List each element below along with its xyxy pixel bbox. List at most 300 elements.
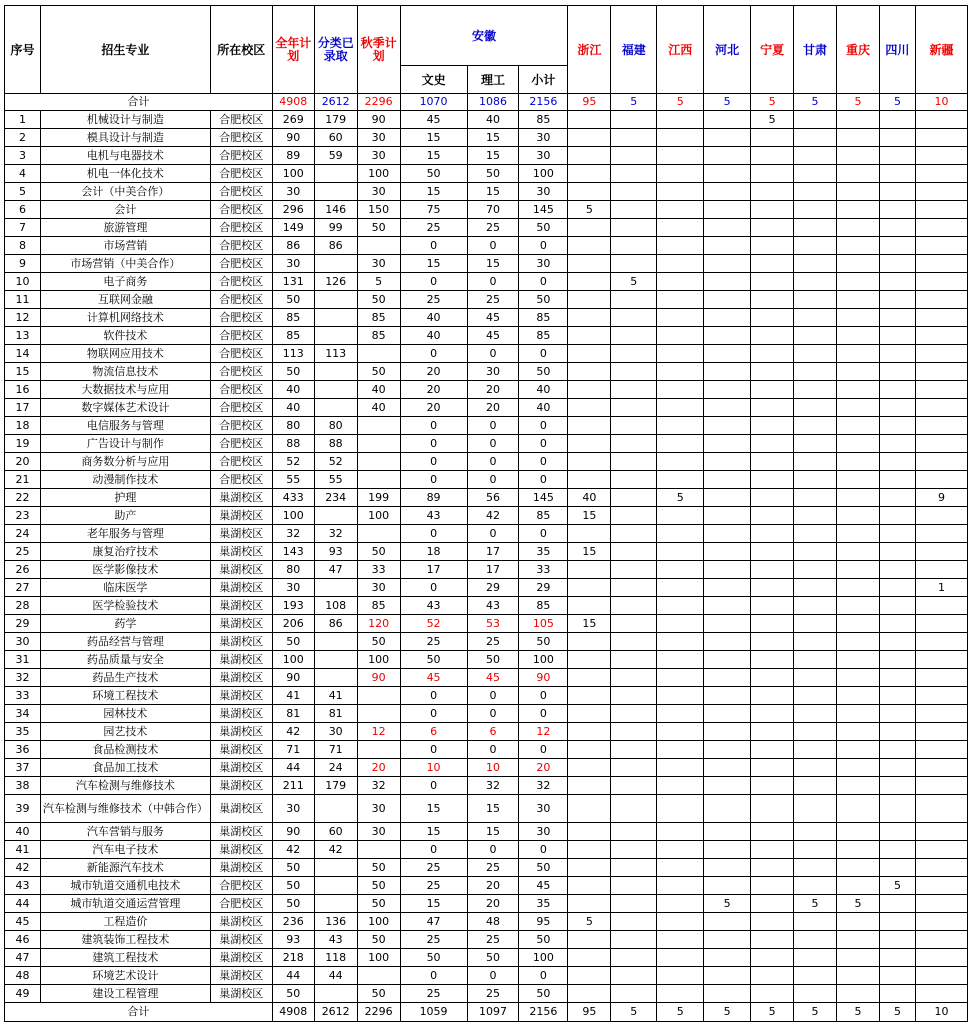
anhui-subtotal-cell: 50	[519, 363, 568, 381]
anhui-subtotal-cell: 0	[519, 687, 568, 705]
seq-cell: 35	[5, 723, 41, 741]
campus-cell: 巢湖校区	[210, 687, 272, 705]
chongqing-cell	[837, 489, 880, 507]
table-row	[5, 453, 968, 471]
ningxia-cell	[751, 795, 794, 823]
classified-cell: 80	[314, 417, 357, 435]
total-cell: 2612	[314, 1003, 357, 1022]
xinjiang-cell	[915, 435, 967, 453]
jiangxi-cell	[657, 723, 704, 741]
seq-cell: 17	[5, 399, 41, 417]
classified-cell: 42	[314, 841, 357, 859]
xinjiang-cell	[915, 183, 967, 201]
annual-cell: 50	[272, 895, 314, 913]
hebei-cell	[704, 201, 751, 219]
seq-cell: 21	[5, 471, 41, 489]
ningxia-cell: 5	[751, 111, 794, 129]
chongqing-cell	[837, 687, 880, 705]
annual-cell: 100	[272, 651, 314, 669]
seq-cell: 7	[5, 219, 41, 237]
campus-cell: 巢湖校区	[210, 741, 272, 759]
xinjiang-cell	[915, 687, 967, 705]
ningxia-cell	[751, 147, 794, 165]
campus-cell: 巢湖校区	[210, 489, 272, 507]
anhui-science-cell: 45	[467, 327, 519, 345]
header-autumn-plan: 秋季计划	[357, 6, 400, 94]
anhui-subtotal-cell: 12	[519, 723, 568, 741]
ningxia-cell	[751, 705, 794, 723]
autumn-cell	[357, 345, 400, 363]
autumn-cell: 50	[357, 633, 400, 651]
anhui-arts-cell: 40	[400, 327, 467, 345]
hebei-cell	[704, 823, 751, 841]
major-cell: 会计	[40, 201, 210, 219]
gansu-cell	[794, 579, 837, 597]
zhejiang-cell	[568, 597, 611, 615]
table-row	[5, 795, 968, 823]
anhui-subtotal-cell: 33	[519, 561, 568, 579]
header-province-jiangxi: 江西	[657, 6, 704, 94]
seq-cell: 12	[5, 309, 41, 327]
sichuan-cell	[879, 255, 915, 273]
chongqing-cell	[837, 633, 880, 651]
classified-cell: 81	[314, 705, 357, 723]
hebei-cell	[704, 615, 751, 633]
table-row	[5, 741, 968, 759]
xinjiang-cell	[915, 291, 967, 309]
major-cell: 老年服务与管理	[40, 525, 210, 543]
annual-cell: 269	[272, 111, 314, 129]
sichuan-cell	[879, 435, 915, 453]
fujian-cell	[611, 913, 657, 931]
sichuan-cell	[879, 795, 915, 823]
chongqing-cell	[837, 111, 880, 129]
ningxia-cell	[751, 435, 794, 453]
hebei-cell	[704, 273, 751, 291]
campus-cell: 巢湖校区	[210, 823, 272, 841]
annual-cell: 131	[272, 273, 314, 291]
sichuan-cell	[879, 183, 915, 201]
sichuan-cell	[879, 913, 915, 931]
chongqing-cell	[837, 579, 880, 597]
campus-cell: 合肥校区	[210, 165, 272, 183]
annual-cell: 50	[272, 291, 314, 309]
anhui-arts-cell: 6	[400, 723, 467, 741]
major-cell: 会计（中美合作）	[40, 183, 210, 201]
anhui-arts-cell: 0	[400, 453, 467, 471]
hebei-cell	[704, 723, 751, 741]
anhui-science-cell: 48	[467, 913, 519, 931]
ningxia-cell	[751, 651, 794, 669]
autumn-cell: 32	[357, 777, 400, 795]
anhui-arts-cell: 0	[400, 705, 467, 723]
sichuan-cell	[879, 147, 915, 165]
anhui-science-cell: 15	[467, 183, 519, 201]
gansu-cell	[794, 967, 837, 985]
classified-cell: 179	[314, 777, 357, 795]
major-cell: 计算机网络技术	[40, 309, 210, 327]
annual-cell: 30	[272, 579, 314, 597]
ningxia-cell	[751, 255, 794, 273]
gansu-cell	[794, 489, 837, 507]
ningxia-cell	[751, 823, 794, 841]
hebei-cell	[704, 949, 751, 967]
major-cell: 园艺技术	[40, 723, 210, 741]
seq-cell: 1	[5, 111, 41, 129]
major-cell: 电机与电器技术	[40, 147, 210, 165]
jiangxi-cell	[657, 913, 704, 931]
anhui-science-cell: 0	[467, 841, 519, 859]
autumn-cell: 50	[357, 895, 400, 913]
anhui-subtotal-cell: 0	[519, 967, 568, 985]
sichuan-cell	[879, 579, 915, 597]
zhejiang-cell	[568, 147, 611, 165]
table-row	[5, 895, 968, 913]
major-cell: 药学	[40, 615, 210, 633]
jiangxi-cell	[657, 967, 704, 985]
seq-cell: 42	[5, 859, 41, 877]
fujian-cell	[611, 453, 657, 471]
anhui-arts-cell: 18	[400, 543, 467, 561]
campus-cell: 合肥校区	[210, 417, 272, 435]
major-cell: 模具设计与制造	[40, 129, 210, 147]
table-row	[5, 687, 968, 705]
gansu-cell	[794, 859, 837, 877]
gansu-cell	[794, 237, 837, 255]
sichuan-cell	[879, 823, 915, 841]
anhui-arts-cell: 0	[400, 273, 467, 291]
fujian-cell	[611, 345, 657, 363]
autumn-cell: 100	[357, 165, 400, 183]
anhui-subtotal-cell: 85	[519, 111, 568, 129]
seq-cell: 49	[5, 985, 41, 1003]
anhui-subtotal-cell: 40	[519, 399, 568, 417]
table-row	[5, 489, 968, 507]
total-cell: 2612	[314, 94, 357, 111]
anhui-arts-cell: 0	[400, 525, 467, 543]
campus-cell: 合肥校区	[210, 345, 272, 363]
chongqing-cell	[837, 435, 880, 453]
fujian-cell	[611, 931, 657, 949]
ningxia-cell	[751, 723, 794, 741]
ningxia-cell	[751, 399, 794, 417]
xinjiang-cell	[915, 507, 967, 525]
seq-cell: 3	[5, 147, 41, 165]
ningxia-cell	[751, 201, 794, 219]
anhui-subtotal-cell: 0	[519, 453, 568, 471]
fujian-cell	[611, 183, 657, 201]
chongqing-cell	[837, 291, 880, 309]
total-cell: 5	[794, 1003, 837, 1022]
seq-cell: 31	[5, 651, 41, 669]
hebei-cell	[704, 471, 751, 489]
total-cell: 4908	[272, 1003, 314, 1022]
sichuan-cell	[879, 949, 915, 967]
sichuan-cell	[879, 651, 915, 669]
fujian-cell	[611, 507, 657, 525]
zhejiang-cell	[568, 417, 611, 435]
autumn-cell: 30	[357, 147, 400, 165]
campus-cell: 合肥校区	[210, 111, 272, 129]
total-cell: 5	[611, 94, 657, 111]
hebei-cell	[704, 741, 751, 759]
anhui-science-cell: 20	[467, 895, 519, 913]
classified-cell	[314, 165, 357, 183]
campus-cell: 合肥校区	[210, 291, 272, 309]
campus-cell: 巢湖校区	[210, 949, 272, 967]
seq-cell: 11	[5, 291, 41, 309]
classified-cell	[314, 399, 357, 417]
seq-cell: 23	[5, 507, 41, 525]
gansu-cell	[794, 255, 837, 273]
sichuan-cell	[879, 345, 915, 363]
anhui-arts-cell: 0	[400, 741, 467, 759]
autumn-cell: 12	[357, 723, 400, 741]
autumn-cell: 40	[357, 399, 400, 417]
chongqing-cell	[837, 913, 880, 931]
annual-cell: 55	[272, 471, 314, 489]
total-cell: 5	[704, 94, 751, 111]
annual-cell: 42	[272, 841, 314, 859]
xinjiang-cell	[915, 615, 967, 633]
annual-cell: 50	[272, 633, 314, 651]
annual-cell: 52	[272, 453, 314, 471]
autumn-cell: 40	[357, 381, 400, 399]
chongqing-cell	[837, 255, 880, 273]
gansu-cell	[794, 777, 837, 795]
sichuan-cell	[879, 165, 915, 183]
zhejiang-cell: 5	[568, 201, 611, 219]
seq-cell: 24	[5, 525, 41, 543]
classified-cell: 88	[314, 435, 357, 453]
fujian-cell	[611, 579, 657, 597]
campus-cell: 合肥校区	[210, 129, 272, 147]
major-cell: 护理	[40, 489, 210, 507]
hebei-cell	[704, 309, 751, 327]
hebei-cell	[704, 561, 751, 579]
sichuan-cell: 5	[879, 877, 915, 895]
anhui-science-cell: 56	[467, 489, 519, 507]
xinjiang-cell	[915, 165, 967, 183]
autumn-cell: 20	[357, 759, 400, 777]
classified-cell	[314, 985, 357, 1003]
fujian-cell	[611, 327, 657, 345]
autumn-cell: 50	[357, 543, 400, 561]
annual-cell: 296	[272, 201, 314, 219]
header-province-hebei: 河北	[704, 6, 751, 94]
classified-cell: 126	[314, 273, 357, 291]
table-row	[5, 111, 968, 129]
gansu-cell	[794, 597, 837, 615]
autumn-cell: 50	[357, 859, 400, 877]
anhui-arts-cell: 0	[400, 841, 467, 859]
classified-cell	[314, 309, 357, 327]
hebei-cell	[704, 345, 751, 363]
classified-cell	[314, 381, 357, 399]
hebei-cell	[704, 435, 751, 453]
xinjiang-cell	[915, 795, 967, 823]
sichuan-cell	[879, 399, 915, 417]
anhui-science-cell: 0	[467, 705, 519, 723]
anhui-subtotal-cell: 105	[519, 615, 568, 633]
zhejiang-cell	[568, 327, 611, 345]
hebei-cell	[704, 525, 751, 543]
sichuan-cell	[879, 543, 915, 561]
anhui-subtotal-cell: 95	[519, 913, 568, 931]
classified-cell: 47	[314, 561, 357, 579]
zhejiang-cell	[568, 823, 611, 841]
ningxia-cell	[751, 327, 794, 345]
xinjiang-cell	[915, 219, 967, 237]
zhejiang-cell	[568, 651, 611, 669]
chongqing-cell	[837, 327, 880, 345]
seq-cell: 16	[5, 381, 41, 399]
anhui-subtotal-cell: 0	[519, 471, 568, 489]
anhui-science-cell: 15	[467, 823, 519, 841]
xinjiang-cell	[915, 985, 967, 1003]
chongqing-cell	[837, 823, 880, 841]
sichuan-cell	[879, 859, 915, 877]
annual-cell: 80	[272, 417, 314, 435]
ningxia-cell	[751, 381, 794, 399]
xinjiang-cell	[915, 759, 967, 777]
xinjiang-cell	[915, 417, 967, 435]
table-row	[5, 399, 968, 417]
autumn-cell: 90	[357, 669, 400, 687]
anhui-subtotal-cell: 100	[519, 651, 568, 669]
jiangxi-cell	[657, 237, 704, 255]
xinjiang-cell	[915, 147, 967, 165]
anhui-subtotal-cell: 32	[519, 777, 568, 795]
chongqing-cell	[837, 561, 880, 579]
major-cell: 食品加工技术	[40, 759, 210, 777]
fujian-cell	[611, 543, 657, 561]
annual-cell: 30	[272, 183, 314, 201]
table-row	[5, 273, 968, 291]
campus-cell: 合肥校区	[210, 147, 272, 165]
fujian-cell	[611, 435, 657, 453]
anhui-subtotal-cell: 85	[519, 327, 568, 345]
chongqing-cell	[837, 147, 880, 165]
zhejiang-cell	[568, 777, 611, 795]
ningxia-cell	[751, 561, 794, 579]
anhui-arts-cell: 43	[400, 507, 467, 525]
sichuan-cell	[879, 705, 915, 723]
jiangxi-cell	[657, 877, 704, 895]
zhejiang-cell	[568, 237, 611, 255]
major-cell: 机电一体化技术	[40, 165, 210, 183]
autumn-cell	[357, 417, 400, 435]
jiangxi-cell	[657, 273, 704, 291]
autumn-cell: 30	[357, 129, 400, 147]
xinjiang-cell	[915, 273, 967, 291]
zhejiang-cell	[568, 345, 611, 363]
jiangxi-cell	[657, 435, 704, 453]
anhui-arts-cell: 50	[400, 949, 467, 967]
classified-cell: 99	[314, 219, 357, 237]
campus-cell: 合肥校区	[210, 381, 272, 399]
gansu-cell	[794, 309, 837, 327]
anhui-subtotal-cell: 30	[519, 183, 568, 201]
annual-cell: 32	[272, 525, 314, 543]
campus-cell: 合肥校区	[210, 435, 272, 453]
jiangxi-cell	[657, 651, 704, 669]
anhui-science-cell: 25	[467, 859, 519, 877]
anhui-subtotal-cell: 0	[519, 273, 568, 291]
table-row	[5, 579, 968, 597]
table-row	[5, 967, 968, 985]
table-row	[5, 147, 968, 165]
anhui-arts-cell: 20	[400, 381, 467, 399]
anhui-science-cell: 50	[467, 651, 519, 669]
jiangxi-cell	[657, 471, 704, 489]
seq-cell: 29	[5, 615, 41, 633]
zhejiang-cell	[568, 705, 611, 723]
zhejiang-cell: 15	[568, 507, 611, 525]
classified-cell: 44	[314, 967, 357, 985]
jiangxi-cell	[657, 363, 704, 381]
gansu-cell	[794, 273, 837, 291]
anhui-subtotal-cell: 100	[519, 949, 568, 967]
major-cell: 药品生产技术	[40, 669, 210, 687]
major-cell: 物联网应用技术	[40, 345, 210, 363]
fujian-cell	[611, 741, 657, 759]
jiangxi-cell	[657, 219, 704, 237]
chongqing-cell	[837, 363, 880, 381]
fujian-cell	[611, 201, 657, 219]
header-anhui: 安徽	[400, 6, 568, 66]
campus-cell: 巢湖校区	[210, 985, 272, 1003]
jiangxi-cell	[657, 399, 704, 417]
anhui-arts-cell: 17	[400, 561, 467, 579]
hebei-cell	[704, 841, 751, 859]
xinjiang-cell	[915, 777, 967, 795]
classified-cell	[314, 859, 357, 877]
seq-cell: 2	[5, 129, 41, 147]
autumn-cell: 33	[357, 561, 400, 579]
ningxia-cell	[751, 471, 794, 489]
anhui-science-cell: 0	[467, 967, 519, 985]
gansu-cell	[794, 435, 837, 453]
annual-cell: 100	[272, 165, 314, 183]
campus-cell: 巢湖校区	[210, 931, 272, 949]
zhejiang-cell	[568, 579, 611, 597]
hebei-cell	[704, 147, 751, 165]
hebei-cell	[704, 111, 751, 129]
major-cell: 药品质量与安全	[40, 651, 210, 669]
annual-cell: 206	[272, 615, 314, 633]
anhui-subtotal-cell: 50	[519, 985, 568, 1003]
header-province-fujian: 福建	[611, 6, 657, 94]
zhejiang-cell	[568, 967, 611, 985]
hebei-cell	[704, 399, 751, 417]
classified-cell: 60	[314, 129, 357, 147]
chongqing-cell	[837, 201, 880, 219]
table-row	[5, 913, 968, 931]
header-science: 理工	[467, 66, 519, 94]
annual-cell: 30	[272, 795, 314, 823]
anhui-arts-cell: 25	[400, 859, 467, 877]
jiangxi-cell	[657, 633, 704, 651]
jiangxi-cell	[657, 309, 704, 327]
hebei-cell	[704, 417, 751, 435]
zhejiang-cell	[568, 525, 611, 543]
total-cell: 95	[568, 1003, 611, 1022]
zhejiang-cell	[568, 877, 611, 895]
jiangxi-cell	[657, 759, 704, 777]
ningxia-cell	[751, 129, 794, 147]
campus-cell: 巢湖校区	[210, 579, 272, 597]
